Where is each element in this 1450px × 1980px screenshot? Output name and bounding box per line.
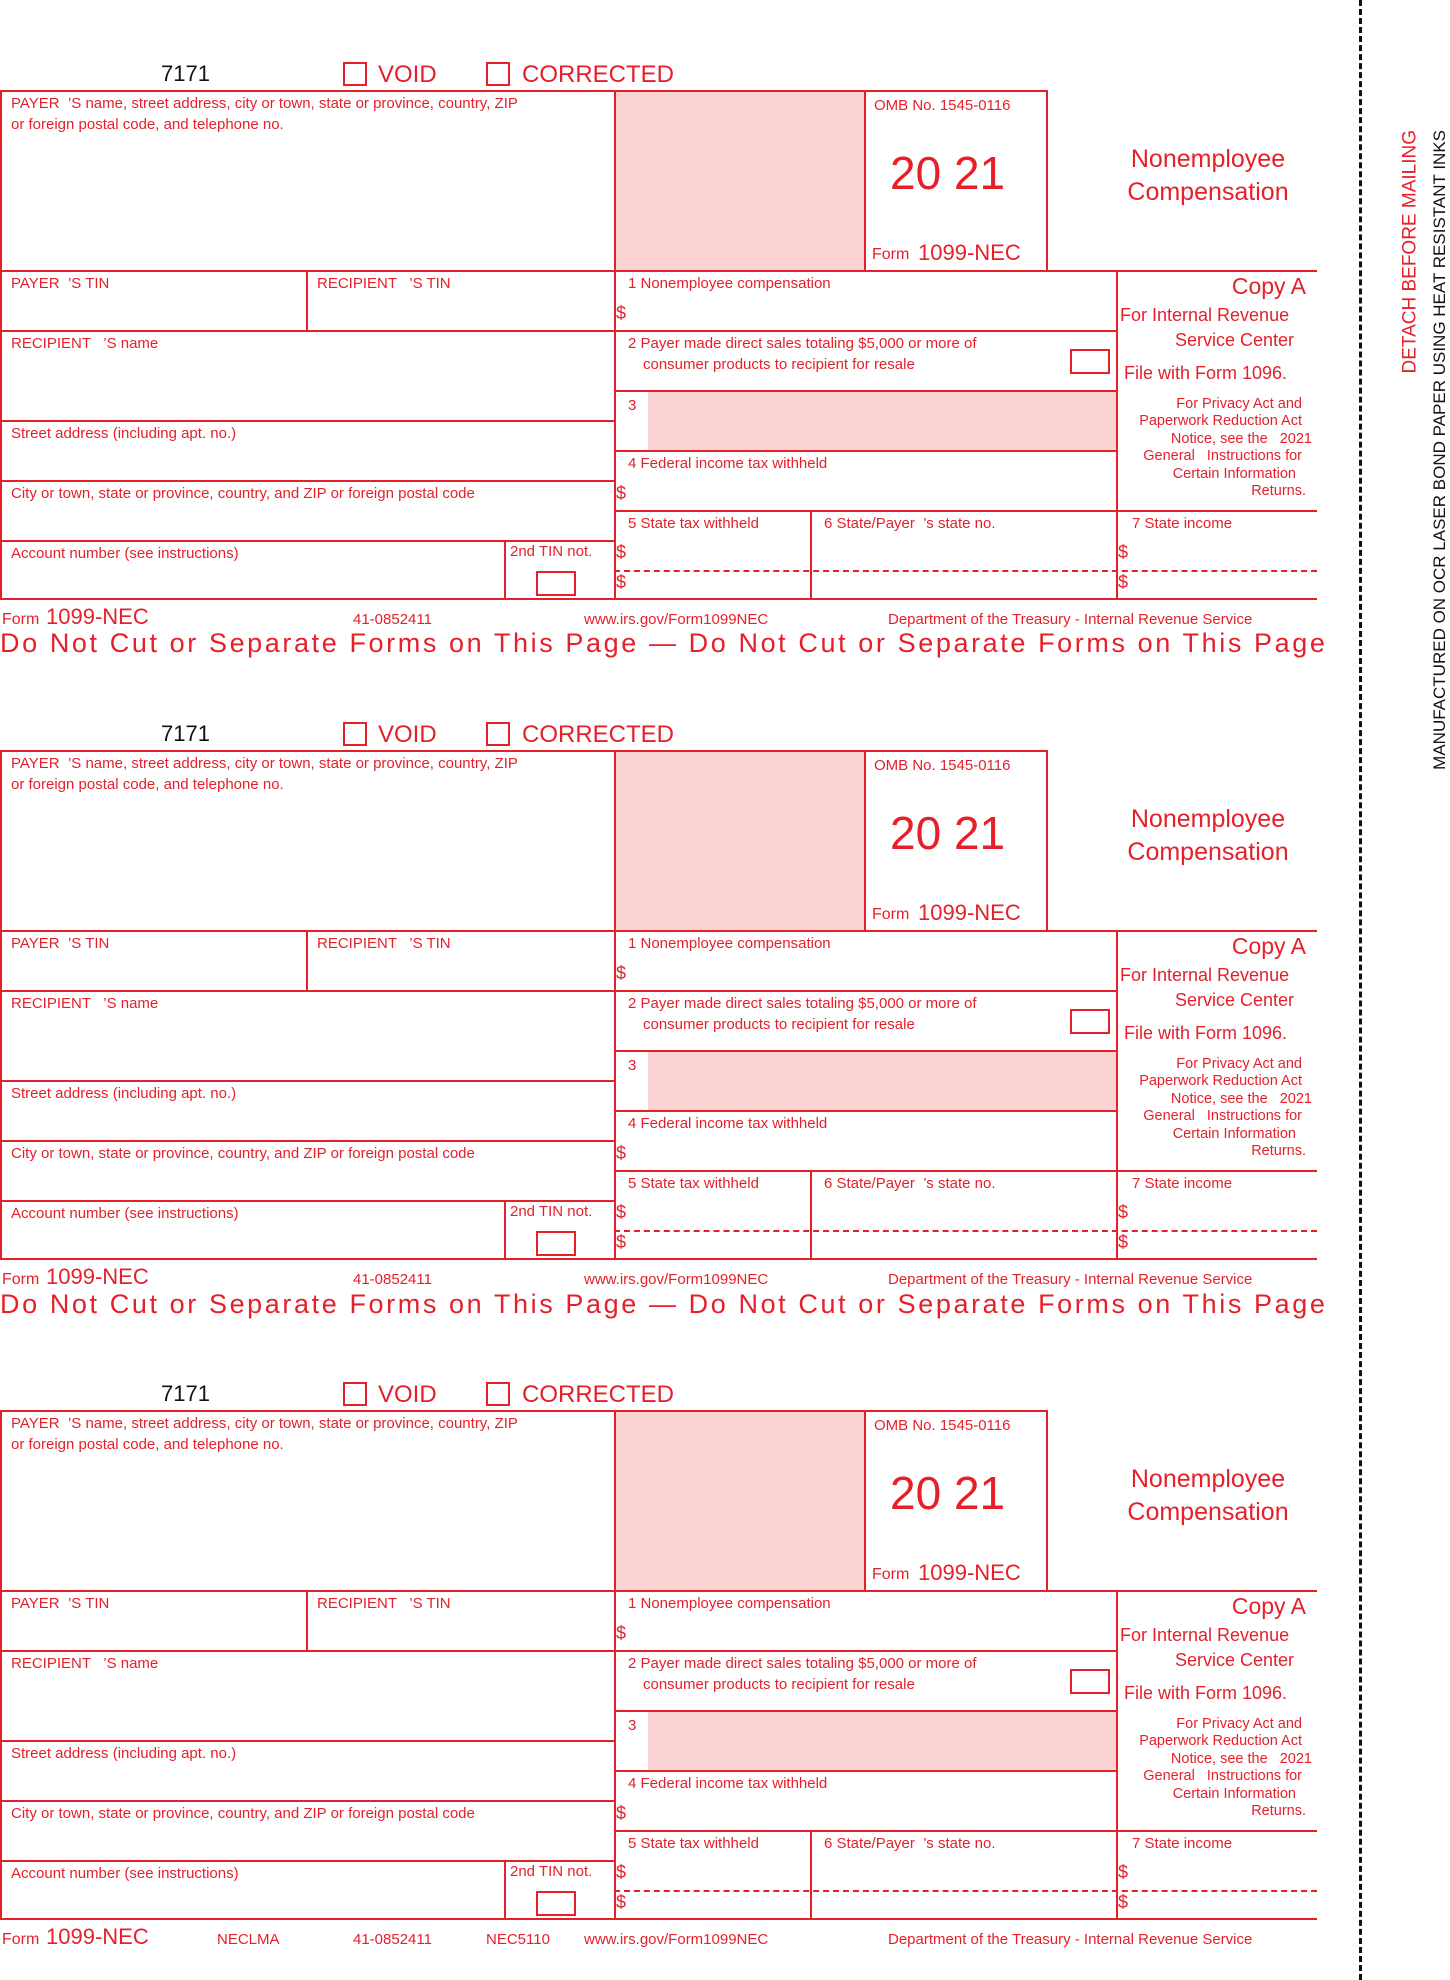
street-label: Street address (including apt. no.) xyxy=(11,425,237,442)
footer-url: www.irs.gov/Form1099NEC xyxy=(584,1271,769,1288)
form-title-line2: Compensation xyxy=(1127,178,1289,206)
detach-perforation xyxy=(1359,0,1362,1980)
city-label: City or town, state or province, country, and ZIP or foreign postal code xyxy=(11,1805,475,1822)
privacy-line6: Returns. xyxy=(1251,1143,1306,1159)
second-tin-label: 2nd TIN not. xyxy=(510,1203,593,1220)
city-label: City or town, state or province, country, and ZIP or foreign postal code xyxy=(11,1145,475,1162)
irs-line1: For Internal Revenue xyxy=(1120,965,1290,985)
recipient-tin-label: RECIPIENT ’S TIN xyxy=(317,935,451,952)
box1-label: 1 Nonemployee compensation xyxy=(628,275,831,292)
void-checkbox[interactable] xyxy=(343,62,367,86)
file-with-1096: File with Form 1096. xyxy=(1124,1683,1288,1703)
recipient-name-label: RECIPIENT ’S name xyxy=(11,995,159,1012)
corrected-label: CORRECTED xyxy=(522,1381,675,1408)
privacy-line5: Certain Information xyxy=(1172,1126,1296,1142)
footer-code-1: NECLMA xyxy=(217,1931,280,1948)
box1-dollar: $ xyxy=(616,963,627,983)
box5-label: 5 State tax withheld xyxy=(628,515,759,532)
privacy-line1: For Privacy Act and xyxy=(1176,396,1302,412)
payer-label: PAYER ’S name, street address, city or town, state or province, country, ZIP xyxy=(11,95,518,112)
box5-dollar-2: $ xyxy=(616,1892,627,1912)
file-with-1096: File with Form 1096. xyxy=(1124,1023,1288,1043)
privacy-line5: Certain Information xyxy=(1172,466,1296,482)
box6-label: 6 State/Payer ’s state no. xyxy=(824,1835,996,1852)
account-label: Account number (see instructions) xyxy=(11,545,239,562)
footer-form-name: 1099-NEC xyxy=(46,604,149,629)
second-tin-checkbox[interactable] xyxy=(536,1891,576,1916)
second-tin-checkbox[interactable] xyxy=(536,1231,576,1256)
privacy-line5: Certain Information xyxy=(1172,1786,1296,1802)
box2-line1: 2 Payer made direct sales totaling $5,000 or more of xyxy=(628,335,977,352)
box2-checkbox[interactable] xyxy=(1070,1009,1110,1034)
form-copy-1 xyxy=(0,0,1315,629)
box6-label: 6 State/Payer ’s state no. xyxy=(824,1175,996,1192)
box2-line1: 2 Payer made direct sales totaling $5,000 or more of xyxy=(628,995,977,1012)
void-checkbox[interactable] xyxy=(343,722,367,746)
payer-label: PAYER ’S name, street address, city or town, state or province, country, ZIP xyxy=(11,755,518,772)
form-title-line1: Nonemployee xyxy=(1130,805,1286,833)
box4-dollar: $ xyxy=(616,1803,627,1823)
box4-dollar: $ xyxy=(616,1143,627,1163)
form-title-line1: Nonemployee xyxy=(1130,1465,1286,1493)
privacy-line2: Paperwork Reduction Act xyxy=(1139,413,1302,429)
privacy-line4: General Instructions for xyxy=(1143,1768,1302,1784)
box3-shaded xyxy=(648,1052,1116,1110)
box7-label: 7 State income xyxy=(1132,1175,1233,1192)
payer-field[interactable] xyxy=(3,790,611,928)
privacy-line4: General Instructions for xyxy=(1143,1108,1302,1124)
footer-ein: 41-0852411 xyxy=(353,611,432,628)
box6-label: 6 State/Payer ’s state no. xyxy=(824,515,996,532)
second-tin-label: 2nd TIN not. xyxy=(510,1863,593,1880)
box7-dollar-2: $ xyxy=(1118,1232,1129,1252)
privacy-line3: Notice, see the 2021 xyxy=(1170,1091,1312,1107)
recipient-name-label: RECIPIENT ’S name xyxy=(11,335,159,352)
recipient-tin-label: RECIPIENT ’S TIN xyxy=(317,275,451,292)
tax-year: 20 21 xyxy=(890,1467,1006,1519)
box4-dollar: $ xyxy=(616,483,627,503)
form-name: 1099-NEC xyxy=(918,900,1021,925)
corrected-label: CORRECTED xyxy=(522,61,675,88)
box7-dollar-2: $ xyxy=(1118,572,1129,592)
privacy-line1: For Privacy Act and xyxy=(1176,1716,1302,1732)
privacy-line6: Returns. xyxy=(1251,483,1306,499)
privacy-line2: Paperwork Reduction Act xyxy=(1139,1073,1302,1089)
footer-url: www.irs.gov/Form1099NEC xyxy=(584,1931,769,1948)
privacy-line3: Notice, see the 2021 xyxy=(1170,1751,1312,1767)
box4-label: 4 Federal income tax withheld xyxy=(628,455,828,472)
copy-a-label: Copy A xyxy=(1231,933,1306,959)
privacy-line1: For Privacy Act and xyxy=(1176,1056,1302,1072)
street-label: Street address (including apt. no.) xyxy=(11,1085,237,1102)
box5-dollar-1: $ xyxy=(616,1202,627,1222)
payer-field[interactable] xyxy=(3,130,611,268)
footer-form-word: Form xyxy=(2,1931,40,1948)
box7-dollar-1: $ xyxy=(1118,542,1129,562)
recipient-tin-label: RECIPIENT ’S TIN xyxy=(317,1595,451,1612)
do-not-cut-notice-2: Do Not Cut or Separate Forms on This Page — Do Not Cut or Separate Forms on This Page xyxy=(0,1289,1328,1319)
box5-dollar-2: $ xyxy=(616,572,627,592)
copy-a-label: Copy A xyxy=(1231,273,1306,299)
corrected-checkbox[interactable] xyxy=(486,1382,510,1406)
form-word: Form xyxy=(872,906,910,923)
form-word: Form xyxy=(872,1566,910,1583)
manufacturer-notice xyxy=(1406,130,1449,850)
privacy-line6: Returns. xyxy=(1251,1803,1306,1819)
irs-line2: Service Center xyxy=(1174,1650,1294,1670)
do-not-cut-notice-1: Do Not Cut or Separate Forms on This Page — Do Not Cut or Separate Forms on This Page xyxy=(0,628,1328,658)
form-title-line2: Compensation xyxy=(1127,838,1289,866)
box4-label: 4 Federal income tax withheld xyxy=(628,1115,828,1132)
footer-form-name: 1099-NEC xyxy=(46,1924,149,1949)
payer-label: PAYER ’S name, street address, city or town, state or province, country, ZIP xyxy=(11,1415,518,1432)
corrected-checkbox[interactable] xyxy=(486,722,510,746)
box1-dollar: $ xyxy=(616,303,627,323)
street-label: Street address (including apt. no.) xyxy=(11,1745,237,1762)
copy-a-label: Copy A xyxy=(1231,1593,1306,1619)
void-checkbox[interactable] xyxy=(343,1382,367,1406)
omb-number: OMB No. 1545-0116 xyxy=(874,757,1011,774)
account-label: Account number (see instructions) xyxy=(11,1205,239,1222)
payer-label-2: or foreign postal code, and telephone no. xyxy=(11,116,284,133)
shaded-area-top xyxy=(614,1411,864,1591)
form-name: 1099-NEC xyxy=(918,1560,1021,1585)
box5-label: 5 State tax withheld xyxy=(628,1175,759,1192)
form-word: Form xyxy=(872,246,910,263)
box5-dollar-2: $ xyxy=(616,1232,627,1252)
city-label: City or town, state or province, country, and ZIP or foreign postal code xyxy=(11,485,475,502)
irs-line2: Service Center xyxy=(1174,990,1294,1010)
form-number: 7171 xyxy=(161,721,210,746)
account-label: Account number (see instructions) xyxy=(11,1865,239,1882)
privacy-line2: Paperwork Reduction Act xyxy=(1139,1733,1302,1749)
privacy-line4: General Instructions for xyxy=(1143,448,1302,464)
irs-line1: For Internal Revenue xyxy=(1120,1625,1290,1645)
footer-form-word: Form xyxy=(2,611,40,628)
manufactured-text: MANUFACTURED ON OCR LASER BOND PAPER USING HEAT RESISTANT INKS xyxy=(1430,130,1449,770)
void-label: VOID xyxy=(378,61,437,88)
form-name: 1099-NEC xyxy=(918,240,1021,265)
box2-line2: consumer products to recipient for resale xyxy=(643,356,915,373)
payer-tin-label: PAYER ’S TIN xyxy=(11,1595,110,1612)
second-tin-label: 2nd TIN not. xyxy=(510,543,593,560)
file-with-1096: File with Form 1096. xyxy=(1124,363,1288,383)
footer-department: Department of the Treasury - Internal Revenue Service xyxy=(888,1931,1253,1948)
corrected-label: CORRECTED xyxy=(522,721,675,748)
box1-dollar: $ xyxy=(616,1623,627,1643)
form-copy-3 xyxy=(0,1320,1315,1949)
box2-line2: consumer products to recipient for resale xyxy=(643,1016,915,1033)
void-label: VOID xyxy=(378,1381,437,1408)
box7-dollar-1: $ xyxy=(1118,1202,1129,1222)
box7-dollar-2: $ xyxy=(1118,1892,1129,1912)
footer-code-2: NEC5110 xyxy=(486,1931,550,1948)
box2-line1: 2 Payer made direct sales totaling $5,000 or more of xyxy=(628,1655,977,1672)
footer-department: Department of the Treasury - Internal Revenue Service xyxy=(888,611,1253,628)
omb-number: OMB No. 1545-0116 xyxy=(874,1417,1011,1434)
payer-label-2: or foreign postal code, and telephone no. xyxy=(11,776,284,793)
box7-label: 7 State income xyxy=(1132,1835,1233,1852)
form-copy-2 xyxy=(0,660,1315,1289)
detach-notice xyxy=(1368,130,1421,650)
void-label: VOID xyxy=(378,721,437,748)
payer-tin-label: PAYER ’S TIN xyxy=(11,275,110,292)
box5-dollar-1: $ xyxy=(616,1862,627,1882)
recipient-name-label: RECIPIENT ’S name xyxy=(11,1655,159,1672)
box3-label: 3 xyxy=(628,1717,637,1734)
box3-shaded xyxy=(648,392,1116,450)
tax-year: 20 21 xyxy=(890,147,1006,199)
payer-label-2: or foreign postal code, and telephone no. xyxy=(11,1436,284,1453)
shaded-area-top xyxy=(614,91,864,271)
second-tin-checkbox[interactable] xyxy=(536,571,576,596)
box5-label: 5 State tax withheld xyxy=(628,1835,759,1852)
box2-checkbox[interactable] xyxy=(1070,1669,1110,1694)
irs-line1: For Internal Revenue xyxy=(1120,305,1290,325)
detach-before-mailing-text: DETACH BEFORE MAILING xyxy=(1400,130,1421,374)
footer-ein: 41-0852411 xyxy=(353,1931,432,1948)
box3-shaded xyxy=(648,1712,1116,1770)
box7-label: 7 State income xyxy=(1132,515,1233,532)
footer-department: Department of the Treasury - Internal Revenue Service xyxy=(888,1271,1253,1288)
box1-label: 1 Nonemployee compensation xyxy=(628,935,831,952)
form-number: 7171 xyxy=(161,1381,210,1406)
box2-line2: consumer products to recipient for resale xyxy=(643,1676,915,1693)
form-title-line1: Nonemployee xyxy=(1130,145,1286,173)
box5-dollar-1: $ xyxy=(616,542,627,562)
footer-ein: 41-0852411 xyxy=(353,1271,432,1288)
form-title-line2: Compensation xyxy=(1127,1498,1289,1526)
shaded-area-top xyxy=(614,751,864,931)
box3-label: 3 xyxy=(628,397,637,414)
box3-label: 3 xyxy=(628,1057,637,1074)
privacy-line3: Notice, see the 2021 xyxy=(1170,431,1312,447)
tax-year: 20 21 xyxy=(890,807,1006,859)
footer-url: www.irs.gov/Form1099NEC xyxy=(584,611,769,628)
box2-checkbox[interactable] xyxy=(1070,349,1110,374)
corrected-checkbox[interactable] xyxy=(486,62,510,86)
footer-form-word: Form xyxy=(2,1271,40,1288)
box1-label: 1 Nonemployee compensation xyxy=(628,1595,831,1612)
payer-field[interactable] xyxy=(3,1450,611,1588)
box7-dollar-1: $ xyxy=(1118,1862,1129,1882)
omb-number: OMB No. 1545-0116 xyxy=(874,97,1011,114)
footer-form-name: 1099-NEC xyxy=(46,1264,149,1289)
form-number: 7171 xyxy=(161,61,210,86)
payer-tin-label: PAYER ’S TIN xyxy=(11,935,110,952)
irs-line2: Service Center xyxy=(1174,330,1294,350)
box4-label: 4 Federal income tax withheld xyxy=(628,1775,828,1792)
